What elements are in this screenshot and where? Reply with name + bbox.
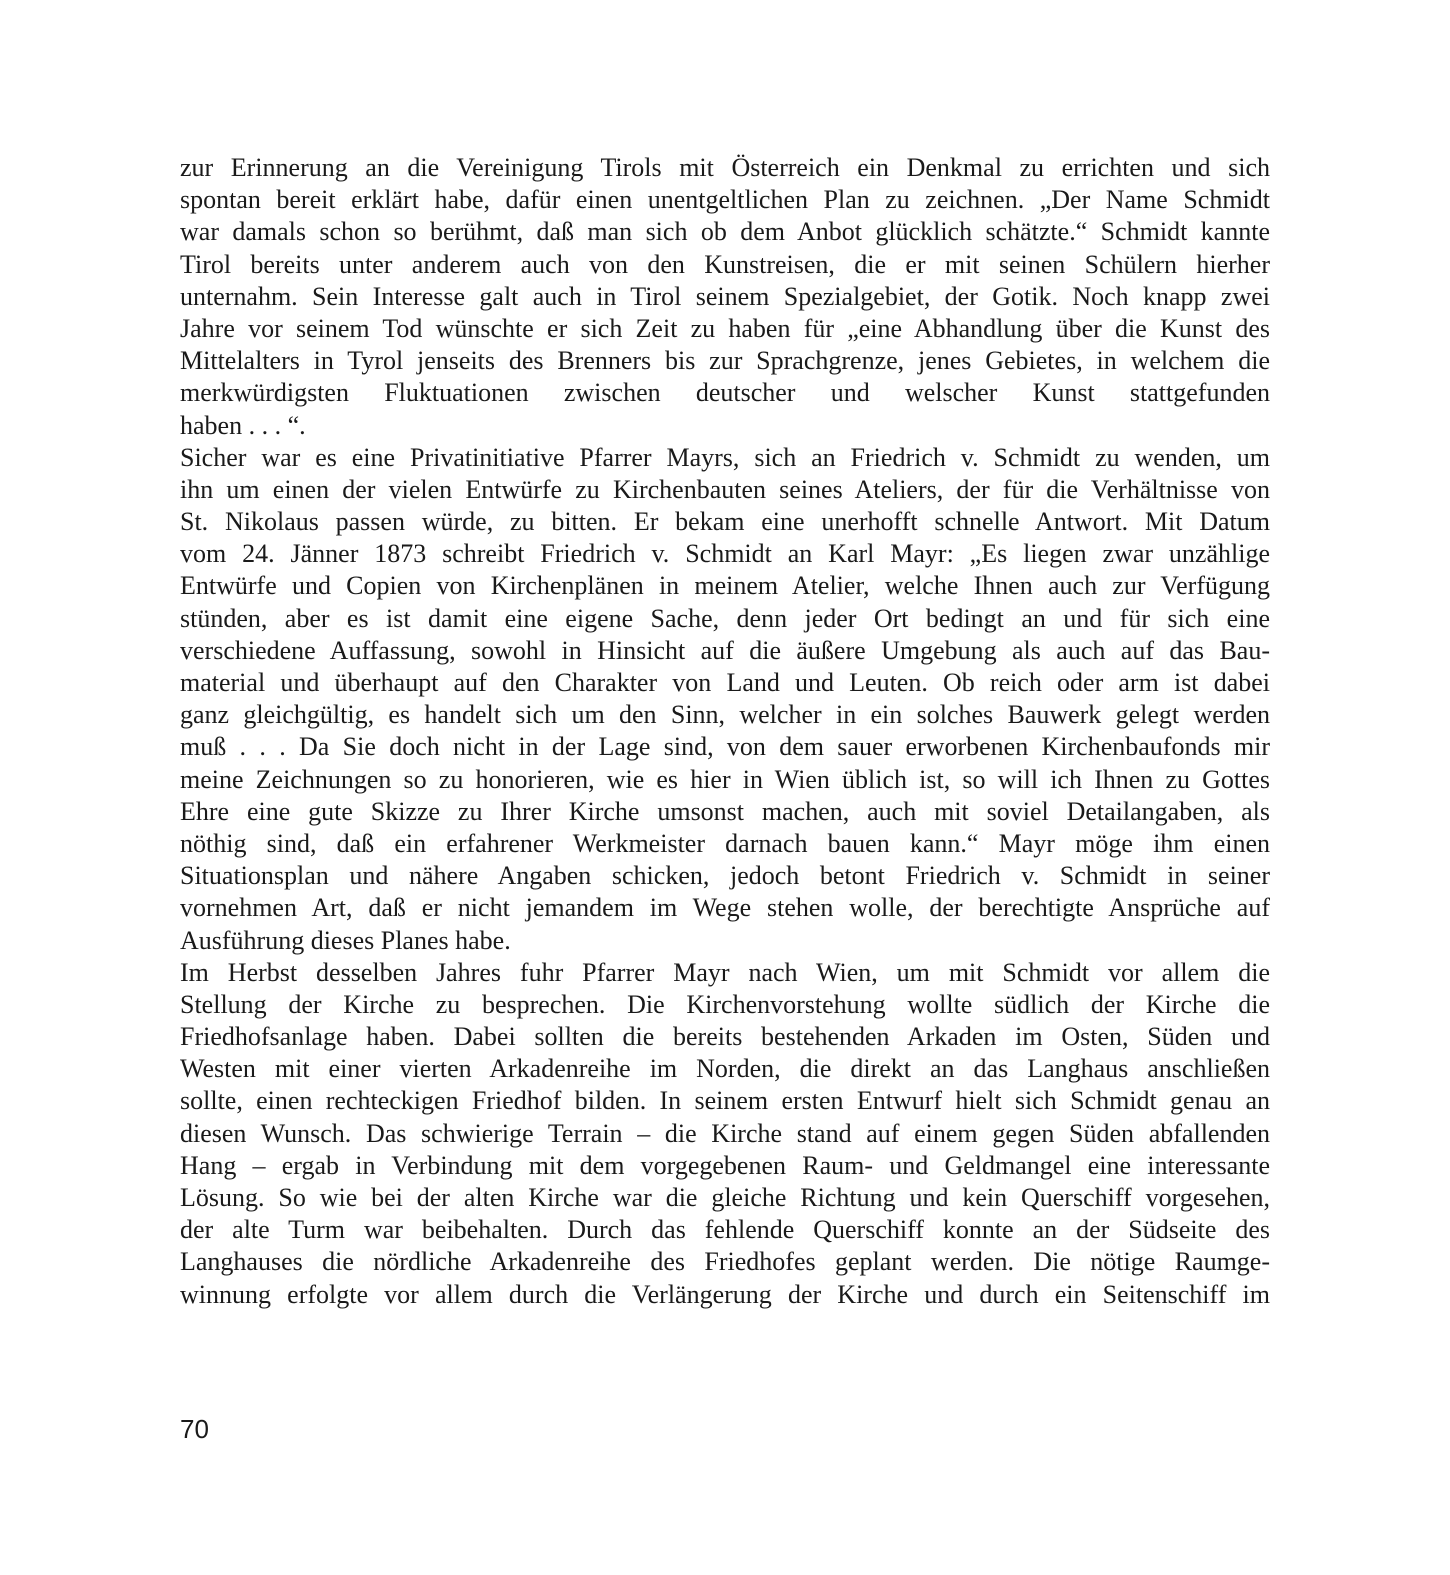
text-line: merkwürdigsten Fluktuationen zwischen deutscher und welscher Kunst stattgefunden bbox=[180, 378, 1270, 408]
text-line: nöthig sind, daß ein erfahrener Werkmeister darnach bauen kann.“ Mayr möge ihm einen bbox=[180, 828, 1270, 858]
text-line: spontan bereit erklärt habe, dafür einen unentgeltlichen Plan zu zeichnen. „Der Name Schmidt bbox=[180, 185, 1270, 215]
text-line: zur Erinnerung an die Vereinigung Tirols mit Österreich ein Denkmal zu errichten und sich bbox=[180, 153, 1270, 182]
text-line: vornehmen Art, daß er nicht jemandem im Wege stehen wolle, der berechtigte Ansprüche auf bbox=[180, 893, 1270, 923]
text-line: ihn um einen der vielen Entwürfe zu Kirchenbauten seines Ateliers, der für die Verhältnisse von bbox=[180, 474, 1270, 504]
text-line: St. Nikolaus passen würde, zu bitten. Er bekam eine unerhofft schnelle Antwort. Mit Datum bbox=[180, 507, 1270, 537]
text-line: Sicher war es eine Privatinitiative Pfarrer Mayrs, sich an Friedrich v. Schmidt zu wenden, um bbox=[180, 442, 1270, 472]
text-line: Hang – ergab in Verbindung mit dem vorgegebenen Raum- und Geldmangel eine interessante bbox=[180, 1150, 1270, 1180]
text-line: meine Zeichnungen so zu honorieren, wie es hier in Wien üblich ist, so will ich Ihnen zu Gottes bbox=[180, 764, 1270, 794]
text-line: Langhauses die nördliche Arkadenreihe des Friedhofes geplant werden. Die nötige Raumge- bbox=[180, 1247, 1270, 1277]
text-line: der alte Turm war beibehalten. Durch das fehlende Querschiff konnte an der Südseite des bbox=[180, 1215, 1270, 1245]
text-line: vom 24. Jänner 1873 schreibt Friedrich v. Schmidt an Karl Mayr: „Es liegen zwar unzählige bbox=[180, 539, 1270, 569]
text-line: Ehre eine gute Skizze zu Ihrer Kirche umsonst machen, auch mit soviel Detailangaben, als bbox=[180, 796, 1270, 826]
text-line: diesen Wunsch. Das schwierige Terrain – die Kirche stand auf einem gegen Süden abfallenden bbox=[180, 1118, 1270, 1148]
text-line: muß . . . Da Sie doch nicht in der Lage sind, von dem sauer erworbenen Kirchenbaufonds mir bbox=[180, 732, 1270, 762]
text-line: Friedhofsanlage haben. Dabei sollten die bereits bestehenden Arkaden im Osten, Süden und bbox=[180, 1022, 1270, 1052]
page-number: 70 bbox=[180, 1414, 209, 1444]
text-line: ganz gleichgültig, es handelt sich um den Sinn, welcher in ein solches Bauwerk gelegt werden bbox=[180, 700, 1270, 730]
body-text bbox=[180, 152, 1270, 1311]
text-line: sollte, einen rechteckigen Friedhof bilden. In seinem ersten Entwurf hielt sich Schmidt genau an bbox=[180, 1086, 1270, 1116]
text-line: haben . . . “. bbox=[180, 410, 306, 440]
text-line: Tirol bereits unter anderem auch von den Kunstreisen, die er mit seinen Schülern hierher bbox=[180, 249, 1270, 279]
text-line: winnung erfolgte vor allem durch die Verlängerung der Kirche und durch ein Seitenschiff im bbox=[180, 1279, 1270, 1309]
text-line: verschiedene Auffassung, sowohl in Hinsicht auf die äußere Umgebung als auch auf das Bau- bbox=[180, 635, 1270, 665]
text-line: war damals schon so berühmt, daß man sich ob dem Anbot glücklich schätzte.“ Schmidt kannte bbox=[180, 217, 1270, 247]
text-line: Stellung der Kirche zu besprechen. Die Kirchenvorstehung wollte südlich der Kirche die bbox=[180, 989, 1270, 1019]
text-line: Lösung. So wie bei der alten Kirche war die gleiche Richtung und kein Querschiff vorgesehen, bbox=[180, 1183, 1270, 1212]
text-line: Westen mit einer vierten Arkadenreihe im Norden, die direkt an das Langhaus anschließen bbox=[180, 1054, 1270, 1084]
text-line: Situationsplan und nähere Angaben schicken, jedoch betont Friedrich v. Schmidt in seiner bbox=[180, 861, 1270, 891]
text-line: Im Herbst desselben Jahres fuhr Pfarrer Mayr nach Wien, um mit Schmidt vor allem die bbox=[180, 957, 1270, 987]
text-line: Ausführung dieses Planes habe. bbox=[180, 925, 511, 955]
text-line: Entwürfe und Copien von Kirchenplänen in meinem Atelier, welche Ihnen auch zur Verfügung bbox=[180, 571, 1270, 601]
text-line: Mittelalters in Tyrol jenseits des Brenners bis zur Sprachgrenze, jenes Gebietes, in welchem die bbox=[180, 346, 1270, 376]
text-line: unternahm. Sein Interesse galt auch in Tirol seinem Spezialgebiet, der Gotik. Noch knapp zwei bbox=[180, 281, 1270, 311]
text-line: stünden, aber es ist damit eine eigene Sache, denn jeder Ort bedingt an und für sich eine bbox=[180, 603, 1270, 633]
text-line: Jahre vor seinem Tod wünschte er sich Zeit zu haben für „eine Abhandlung über die Kunst des bbox=[180, 313, 1270, 343]
text-line: material und überhaupt auf den Charakter von Land und Leuten. Ob reich oder arm ist dabei bbox=[180, 668, 1270, 697]
